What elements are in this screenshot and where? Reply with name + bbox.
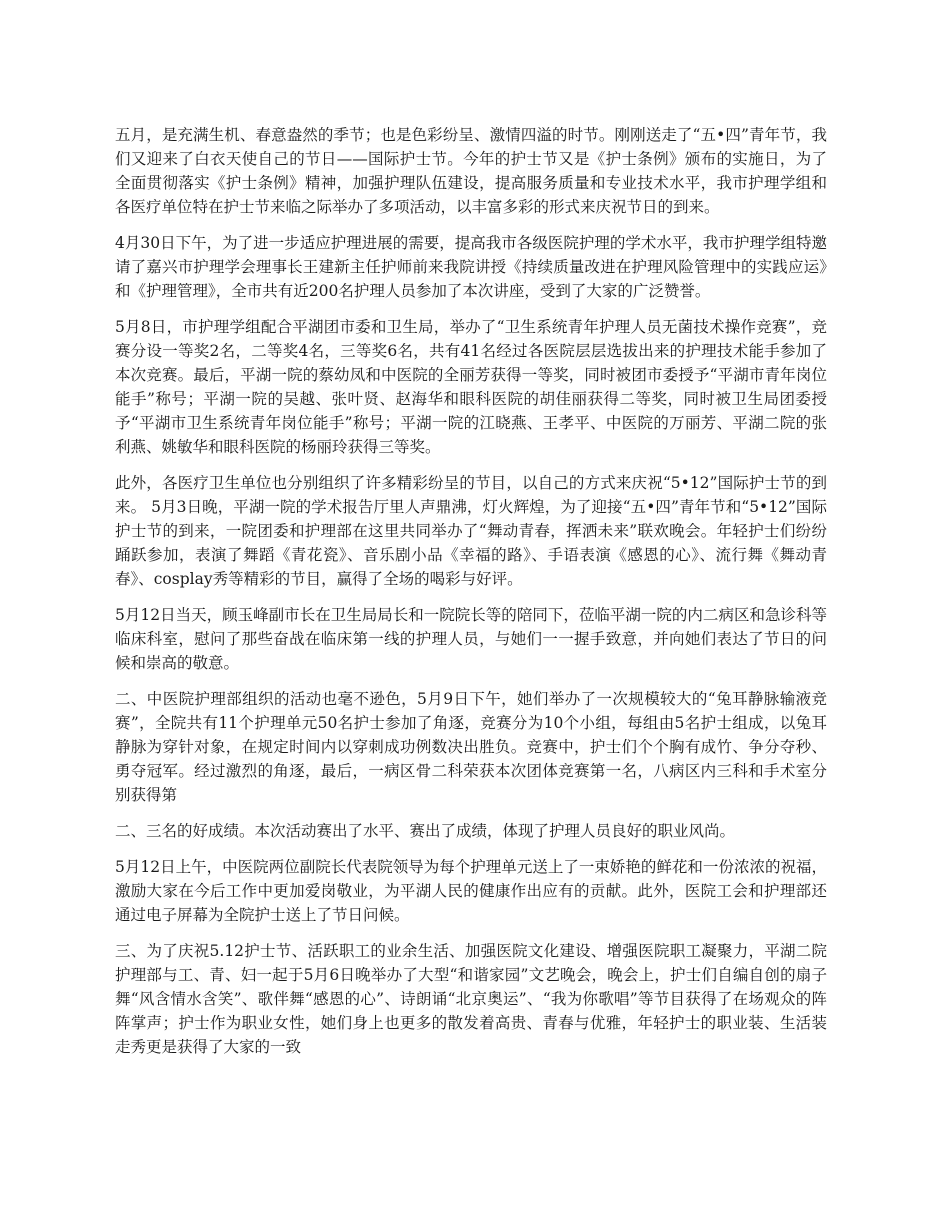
- paragraph-second-hospital-gala: 三、为了庆祝5.12护士节、活跃职工的业余生活、加强医院文化建设、增强医院职工凝聚力，平湖二院护理部与工、青、妇一起于5月6日晚举办了大型“和谐家园”文艺晚会，晚会上，护士们自编自创的扇子舞“风含情水含笑”、歌伴舞“感恩的心”、诗朗诵“北京奥运”、“我为你歌唱”等节目获得了在场观众的阵阵掌声；护士作为职业女性，她们身上也更多的散发着高贵、青春与优雅，年轻护士的职业装、生活装走秀更是获得了大家的一致: [115, 942, 827, 1056]
- paragraph-tcm-hospital-contest: 二、中医院护理部组织的活动也毫不逊色，5月9日下午，她们举办了一次规模较大的“兔耳静脉输液竞赛”，全院共有11个护理单元50名护士参加了角逐，竞赛分为10个小组，每组由5名护士组成，以兔耳静脉为穿针对象，在规定时间内以穿刺成功例数决出胜负。竞赛中，护士们个个胸有成竹、争分夺秒、勇夺冠军。经过激烈的角逐，最后，一病区骨二科荣获本次团体竞赛第一名，八病区内三科和手术室分别获得第: [115, 690, 827, 804]
- paragraph-may-12-flowers: 5月12日上午，中医院两位副院长代表院领导为每个护理单元送上了一束娇艳的鲜花和一份浓浓的祝福，激励大家在今后工作中更加爱岗敬业，为平湖人民的健康作出应有的贡献。此外，医院工会和护理部还通过电子屏幕为全院护士送上了节日问候。: [115, 858, 827, 924]
- document-body: [115, 123, 827, 1071]
- paragraph-contest-results: 二、三名的好成绩。本次活动赛出了水平、赛出了成绩，体现了护理人员良好的职业风尚。: [115, 822, 736, 840]
- paragraph-may-12-visit: 5月12日当天，顾玉峰副市长在卫生局局长和一院院长等的陪同下，莅临平湖一院的内二病区和急诊科等临床科室，慰问了那些奋战在临床第一线的护理人员，与她们一一握手致意，并向她们表达了节日的问候和崇高的敬意。: [115, 606, 827, 672]
- paragraph-may-8-competition: 5月8日，市护理学组配合平湖团市委和卫生局，举办了“卫生系统青年护理人员无菌技术操作竞赛”，竞赛分设一等奖2名，二等奖4名，三等奖6名，共有41名经过各医院层层选拔出来的护理技术能手参加了本次竞赛。最后，平湖一院的蔡幼凤和中医院的全丽芳获得一等奖，同时被团市委授予“平湖市青年岗位能手”称号；平湖一院的吴越、张叶贤、赵海华和眼科医院的胡佳丽获得二等奖，同时被卫生局团委授予“平湖市卫生系统青年岗位能手”称号；平湖一院的江晓燕、王孝平、中医院的万丽芳、平湖二院的张利燕、姚敏华和眼科医院的杨丽玲获得三等奖。: [115, 318, 827, 456]
- paragraph-may-intro: 五月，是充满生机、春意盎然的季节；也是色彩纷呈、激情四溢的时节。刚刚送走了“五•四”青年节，我们又迎来了白衣天使自己的节日——国际护士节。今年的护士节又是《护士条例》颁布的实施日，为了全面贯彻落实《护士条例》精神，加强护理队伍建设，提高服务质量和专业技术水平，我市护理学组和各医疗单位特在护士节来临之际举办了多项活动，以丰富多彩的形式来庆祝节日的到来。: [115, 126, 827, 216]
- paragraph-may-3-gala: 此外，各医疗卫生单位也分别组织了许多精彩纷呈的节目，以自己的方式来庆祝“5•12”国际护士节的到来。 5月3日晚，平湖一院的学术报告厅里人声鼎沸，灯火辉煌，为了迎接“五•四”青年节和“5•12”国际护士节的到来，一院团委和护理部在这里共同举办了“舞动青春，挥洒未来”联欢晚会。年轻护士们纷纷踊跃参加，表演了舞蹈《青花瓷》、音乐剧小品《幸福的路》、手语表演《感恩的心》、流行舞《舞动青春》、cosplay秀等精彩的节目，赢得了全场的喝彩与好评。: [115, 474, 827, 588]
- paragraph-april-30-lecture: 4月30日下午，为了进一步适应护理进展的需要，提高我市各级医院护理的学术水平，我市护理学组特邀请了嘉兴市护理学会理事长王建新主任护师前来我院讲授《持续质量改进在护理风险管理中的实践应运》和《护理管理》，全市共有近200名护理人员参加了本次讲座，受到了大家的广泛赞誉。: [115, 234, 827, 300]
